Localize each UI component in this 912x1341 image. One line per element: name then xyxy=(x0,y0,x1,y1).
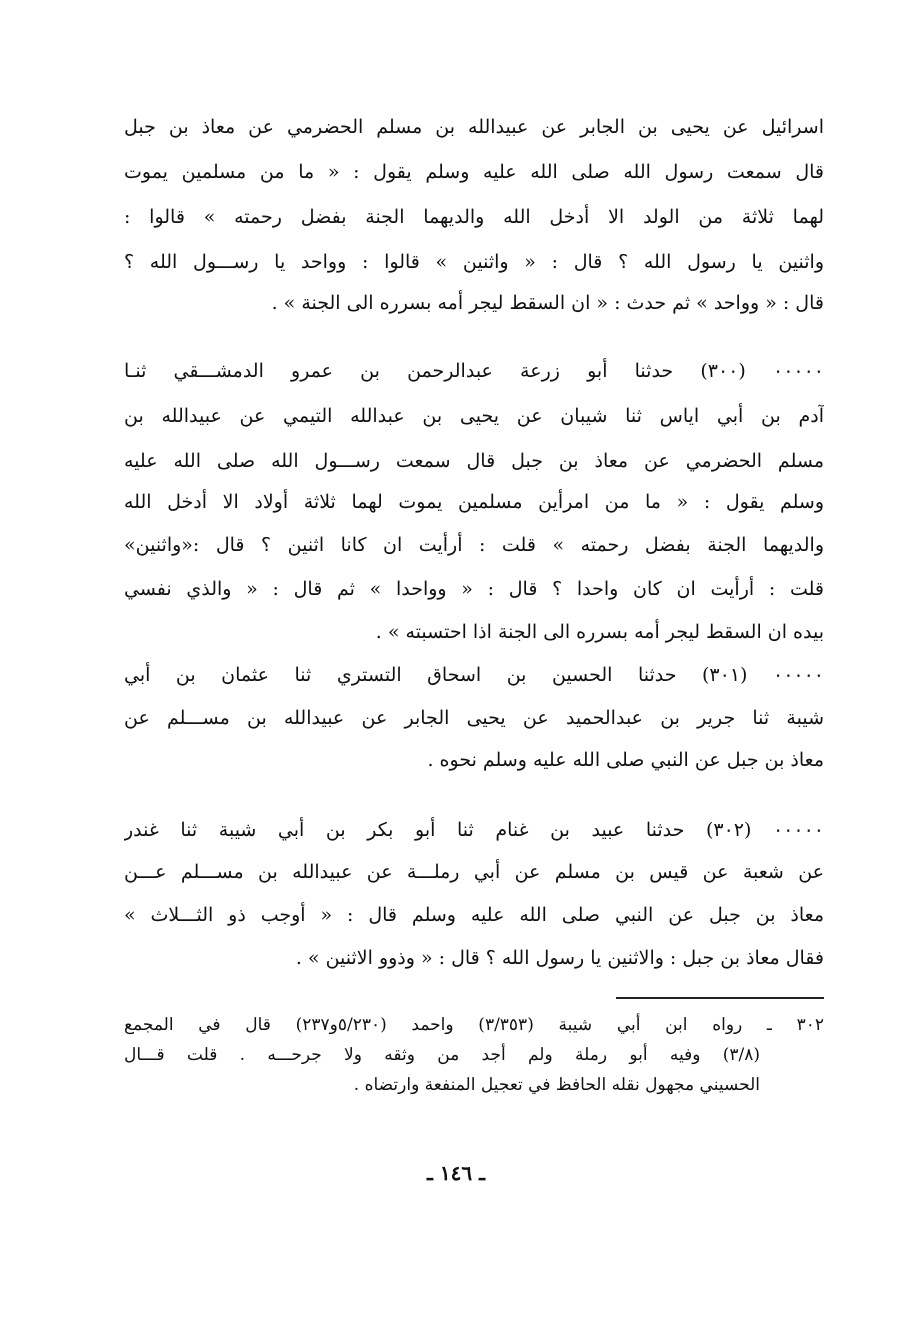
paragraph-3-line-2: شيبة ثنا جرير بن عبدالحميد عن يحيى الجابر عن عبيدالله بن مســـلم عن xyxy=(124,707,824,729)
paragraph-4-line-2: عن شعبة عن قيس بن مسلم عن أبي رملـــة عن عبيدالله بن مســـلم عـــن xyxy=(124,861,824,883)
paragraph-3-line-3: معاذ بن جبل عن النبي صلى الله عليه وسلم نحوه . xyxy=(427,749,824,771)
paragraph-4-line-3: معاذ بن جبل عن النبي صلى الله عليه وسلم قال : « أوجب ذو الثـــلاث » xyxy=(124,904,824,926)
footnote-separator xyxy=(616,997,824,999)
paragraph-3-line-1: ٠٠٠٠٠ (٣٠١) حدثنا الحسين بن اسحاق التستري ثنا عثمان بن أبي xyxy=(124,664,824,686)
page-number: ـ ١٤٦ ـ xyxy=(427,1161,485,1185)
paragraph-4-line-4: فقال معاذ بن جبل : والاثنين يا رسول الله ؟ قال : « وذوو الاثنين » . xyxy=(295,947,824,969)
footnote-line-2: (٣/٨) وفيه أبو رملة ولم أجد من وثقه ولا جرحـــه . قلت قـــال xyxy=(124,1045,760,1065)
paragraph-4-line-1: ٠٠٠٠٠ (٣٠٢) حدثنا عبيد بن غنام ثنا أبو بكر بن أبي شيبة ثنا غندر xyxy=(124,819,824,841)
paragraph-2-line-6: قلت : أرأيت ان كان واحدا ؟ قال : « وواحدا » ثم قال : « والذي نفسي xyxy=(124,578,824,600)
footnote-line-3: الحسيني مجهول نقله الحافظ في تعجيل المنفعة وارتضاه . xyxy=(353,1075,760,1095)
paragraph-2-line-1: ٠٠٠٠٠ (٣٠٠) حدثنا أبو زرعة عبدالرحمن بن عمرو الدمشـــقي ثنـا xyxy=(124,360,824,382)
paragraph-1-line-5: قال : « وواحد » ثم حدث : « ان السقط ليجر أمه بسرره الى الجنة » . xyxy=(271,292,824,314)
paragraph-2-line-5: والديهما الجنة بفضل رحمته » قلت : أرأيت ان كانا اثنين ؟ قال :«واثنين» xyxy=(124,534,824,556)
paragraph-2-line-2: آدم بن أبي اياس ثنا شيبان عن يحيى بن عبدالله التيمي عن عبيدالله بن xyxy=(124,405,824,427)
paragraph-2-line-3: مسلم الحضرمي عن معاذ بن جبل قال سمعت رســـول الله صلى الله عليه xyxy=(124,450,824,472)
paragraph-1-line-1: اسرائيل عن يحيى بن الجابر عن عبيدالله بن مسلم الحضرمي عن معاذ بن جبل xyxy=(124,116,824,138)
paragraph-2-line-4: وسلم يقول : « ما من امرأين مسلمين يموت لهما ثلاثة أولاد الا أدخل الله xyxy=(124,491,824,513)
paragraph-1-line-3: لهما ثلاثة من الولد الا أدخل الله والديهما الجنة بفضل رحمته » قالوا : xyxy=(124,206,824,228)
footnote-line-1: ٣٠٢ ـ رواه ابن أبي شيبة (٣/٣٥٣) واحمد (٥/٢٣٠و٢٣٧) قال في المجمع xyxy=(124,1015,824,1035)
paragraph-1-line-4: واثنين يا رسول الله ؟ قال : « واثنين » قالوا : وواحد يا رســـول الله ؟ xyxy=(124,251,824,273)
paragraph-1-line-2: قال سمعت رسول الله صلى الله عليه وسلم يقول : « ما من مسلمين يموت xyxy=(124,161,824,183)
paragraph-2-line-7: بيده ان السقط ليجر أمه بسرره الى الجنة اذا احتسبته » . xyxy=(375,621,824,643)
